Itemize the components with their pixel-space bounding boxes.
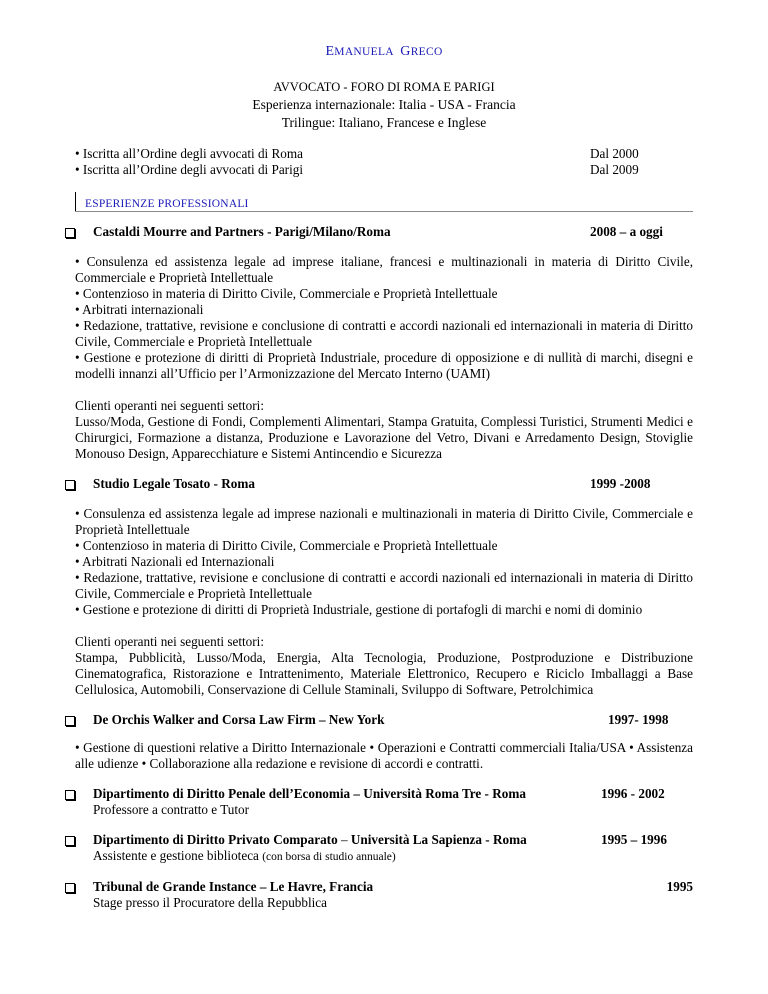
entry-title: Tribunal de Grande Instance – Le Havre, Francia bbox=[93, 879, 374, 894]
registrations bbox=[75, 146, 693, 178]
checkbox-bullet-icon bbox=[65, 716, 75, 726]
checkbox-bullet-icon bbox=[65, 228, 75, 238]
languages-line: Trilingue: Italiano, Francese e Inglese bbox=[281, 115, 487, 130]
cv-page bbox=[75, 44, 693, 911]
role-line: AVVOCATO - FORO DI ROMA E PARIGI bbox=[273, 80, 495, 94]
job-period: 1999 -2008 bbox=[590, 476, 651, 491]
job-entry bbox=[75, 712, 693, 728]
entry-period: 1995 bbox=[666, 879, 693, 894]
section-title: ESPERIENZE PROFESSIONALI bbox=[85, 198, 249, 210]
job-clients: Clienti operanti nei seguenti settori: Stampa, Pubblicità, Lusso/Moda, Energia, Alta Tecnologia, Produzione, Postproduzione e Distribuzione Cinematografica, Ristorazione e Intrattenimento, Materiale Elettronico, Recupero e Riciclo Imballaggi a Base Cellulosica, Automobili, Conservazione di Cellule Staminali, Sviluppo di Software, Petrolchimica bbox=[75, 634, 693, 697]
job-entry bbox=[75, 476, 693, 492]
entry-subtitle: Professore a contratto e Tutor bbox=[93, 802, 250, 817]
entry-period: 1995 – 1996 bbox=[601, 832, 667, 847]
registration-row: • Iscritta all’Ordine degli avvocati di Parigi Dal 2009 bbox=[75, 162, 639, 177]
entry-title: Dipartimento di Diritto Penale dell’Economia – Università Roma Tre - Roma bbox=[93, 786, 526, 801]
job-period: 1997- 1998 bbox=[608, 712, 669, 727]
candidate-name: EMANUELA GRECO bbox=[325, 44, 443, 59]
training-entry bbox=[75, 879, 693, 911]
registration-row: • Iscritta all’Ordine degli avvocati di Roma Dal 2000 bbox=[75, 146, 639, 161]
section-header bbox=[75, 192, 693, 212]
job-entry bbox=[75, 224, 693, 240]
academic-entry bbox=[75, 786, 693, 818]
section-bar bbox=[75, 192, 76, 212]
checkbox-bullet-icon bbox=[65, 836, 75, 846]
checkbox-bullet-icon bbox=[65, 480, 75, 490]
academic-entry bbox=[75, 832, 693, 865]
job-title: Castaldi Mourre and Partners - Parigi/Milano/Roma bbox=[93, 224, 391, 239]
entry-subtitle: Stage presso il Procuratore della Repubblica bbox=[93, 895, 328, 910]
experience-line: Esperienza internazionale: Italia - USA - Francia bbox=[252, 97, 516, 112]
job-duties: • Consulenza ed assistenza legale ad imprese italiane, francesi e multinazionali in materia di Diritto Civile, Commerciale e Proprietà Intellettuale • Contenzioso in materia di Diritto Civile, Commerciale e Proprietà Intellettuale • Arbitrati internazionali • Redazione, trattative, revisione e conclusione di contratti e accordi nazionali ed internazionali in materia di Diritto Civile, Commerciale e Proprietà Intellettuale • Gestione e protezione di diritti di Proprietà Industriale, procedure di opposizione e di nullità di marchi, disegni e modelli innanzi all’Ufficio per l’Armonizzazione del Mercato Interno (UAMI) bbox=[75, 254, 693, 381]
job-clients: Clienti operanti nei seguenti settori: Lusso/Moda, Gestione di Fondi, Complementi Alimentari, Stampa Gratuita, Complessi Turistici, Strumenti Medici e Chirurgici, Formazione a distanza, Produzione e Lavorazione del Vetro, Divani e Arredamento Design, Stoviglie Monouso Design, Apparecchiature e Sistemi Antincendio e Sicurezza bbox=[75, 398, 693, 461]
entry-title: Dipartimento di Diritto Privato Comparato – Università La Sapienza - Roma bbox=[93, 832, 527, 847]
entry-period: 1996 - 2002 bbox=[601, 786, 665, 801]
job-duties: • Gestione di questioni relative a Diritto Internazionale • Operazioni e Contratti commerciali Italia/USA • Assistenza alle udienze • Collaborazione alla redazione e revisione di accordi e contratti. bbox=[75, 740, 693, 771]
job-title: Studio Legale Tosato - Roma bbox=[93, 476, 255, 491]
job-duties: • Consulenza ed assistenza legale ad imprese nazionali e multinazionali in materia di Diritto Civile, Commerciale e Proprietà Intellettuale • Contenzioso in materia di Diritto Civile, Commerciale e Proprietà Intellettuale • Arbitrati Nazionali ed Internazionali • Redazione, trattative, revisione e conclusione di contratti e accordi nazionali ed internazionali in materia di Diritto Civile, Commerciale e Proprietà Intellettuale • Gestione e protezione di diritti di Proprietà Industriale, gestione di portafogli di marchi e nomi di dominio bbox=[75, 506, 693, 617]
job-period: 2008 – a oggi bbox=[590, 224, 663, 239]
checkbox-bullet-icon bbox=[65, 790, 75, 800]
job-title: De Orchis Walker and Corsa Law Firm – New York bbox=[93, 712, 385, 727]
entry-subtitle: Assistente e gestione biblioteca (con borsa di studio annuale) bbox=[93, 848, 396, 863]
checkbox-bullet-icon bbox=[65, 883, 75, 893]
